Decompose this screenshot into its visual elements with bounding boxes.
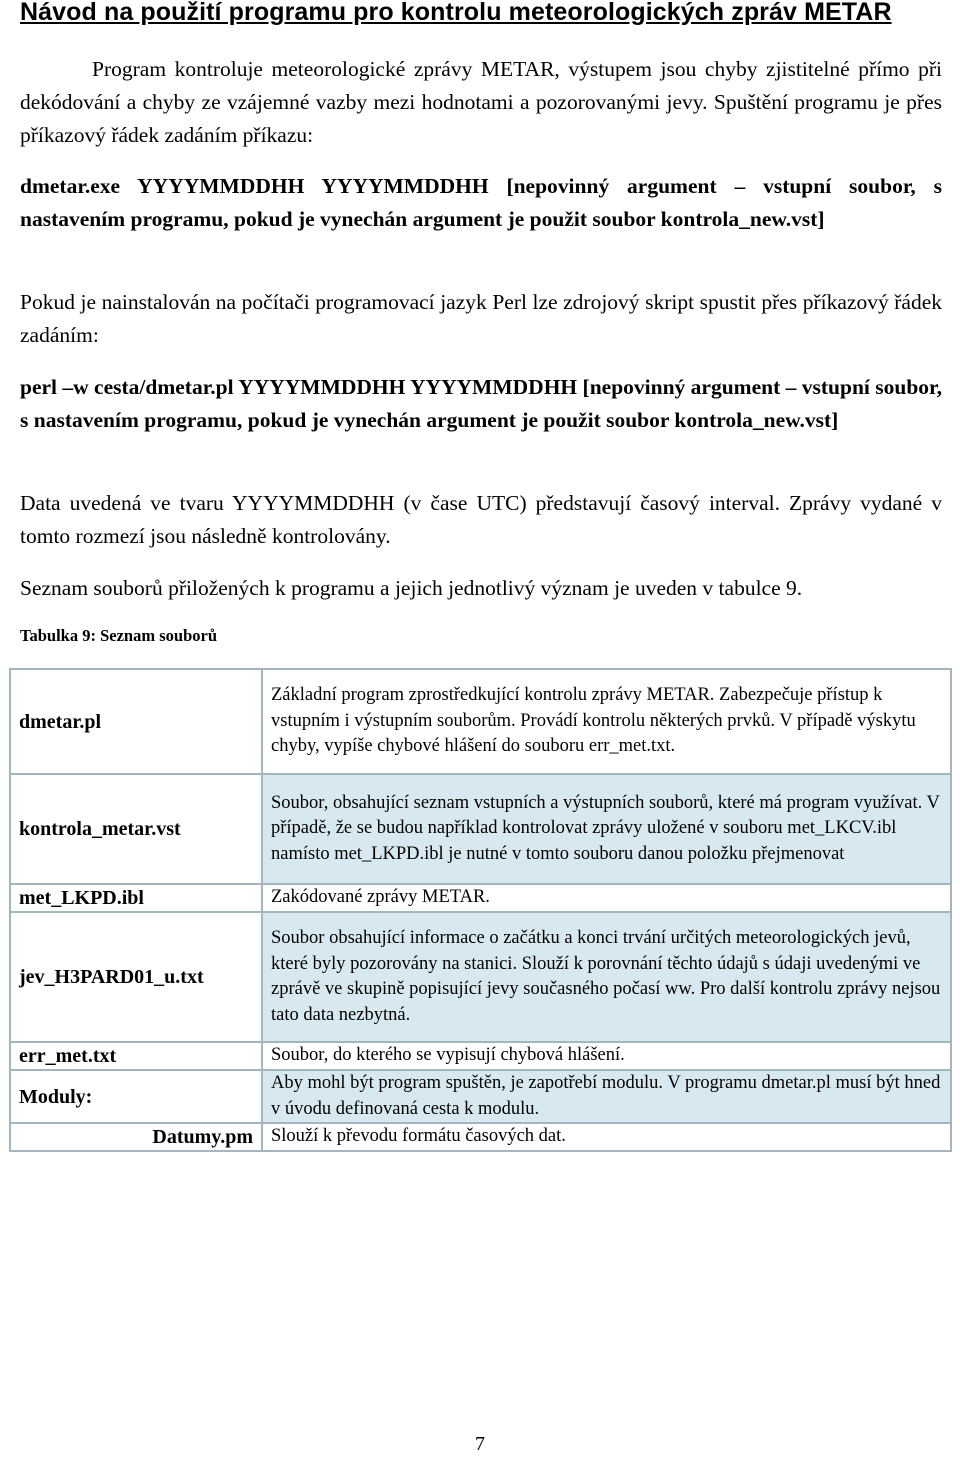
file-description: Soubor, do kterého se vypisují chybová hlášení. bbox=[262, 1042, 951, 1070]
files-table bbox=[9, 668, 952, 1152]
section-label: Moduly: bbox=[10, 1070, 262, 1123]
perl-note: Pokud je nainstalován na počítači programovací jazyk Perl lze zdrojový skript spustit přes příkazový řádek zadáním: bbox=[20, 290, 942, 347]
table-row bbox=[10, 884, 951, 912]
file-name: jev_H3PARD01_u.txt bbox=[10, 912, 262, 1042]
command-exe: dmetar.exe YYYYMMDDHH YYYYMMDDHH [nepovinný argument – vstupní soubor, s nastavením programu, pokud je vynechán argument je použit soubor kontrola_new.vst] bbox=[20, 174, 942, 231]
table-row bbox=[10, 1042, 951, 1070]
file-description: Základní program zprostředkující kontrolu zprávy METAR. Zabezpečuje přístup k vstupním i výstupním souborům. Provádí kontrolu některých prvků. V případě výskytu chyby, vypíše chybové hlášení do souboru err_met.txt. bbox=[262, 669, 951, 774]
page-number: 7 bbox=[475, 1433, 485, 1455]
list-note: Seznam souborů přiložených k programu a jejich jednotlivý význam je uveden v tabulce 9. bbox=[20, 576, 803, 600]
file-name: Datumy.pm bbox=[10, 1123, 262, 1151]
data-note: Data uvedená ve tvaru YYYYMMDDHH (v čase UTC) představují časový interval. Zprávy vydané v tomto rozmezí jsou následně kontrolovány. bbox=[20, 491, 942, 548]
page-title: Návod na použití programu pro kontrolu meteorologických zpráv METAR bbox=[20, 0, 892, 26]
file-description: Zakódované zprávy METAR. bbox=[262, 884, 951, 912]
file-description: Soubor obsahující informace o začátku a konci trvání určitých meteorologických jevů, které byly pozorovány na stanici. Slouží k porovnání těchto údajů s údaji uvedenými ve zprávě ve skupině popisující jevy současného počasí ww. Pro další kontrolu zprávy nejsou tato data nezbytná. bbox=[262, 912, 951, 1042]
table-caption: Tabulka 9: Seznam souborů bbox=[20, 626, 217, 645]
table-row bbox=[10, 774, 951, 884]
table-row bbox=[10, 1123, 951, 1151]
command-perl: perl –w cesta/dmetar.pl YYYYMMDDHH YYYYMMDDHH [nepovinný argument – vstupní soubor, s nastavením programu, pokud je vynechán argument je použit soubor kontrola_new.vst] bbox=[20, 375, 942, 432]
table-row bbox=[10, 669, 951, 774]
file-name: kontrola_metar.vst bbox=[10, 774, 262, 884]
file-name: dmetar.pl bbox=[10, 669, 262, 774]
file-description: Soubor, obsahující seznam vstupních a výstupních souborů, které má program využívat. V případě, že se budou například kontrolovat zprávy uložené v souboru met_LKCV.ibl namísto met_LKPD.ibl je nutné v tomto souboru danou položku přejmenovat bbox=[262, 774, 951, 884]
file-name: err_met.txt bbox=[10, 1042, 262, 1070]
table-row bbox=[10, 912, 951, 1042]
table-row bbox=[10, 1070, 951, 1123]
intro-paragraph: Program kontroluje meteorologické zprávy METAR, výstupem jsou chyby zjistitelné přímo při dekódování a chyby ze vzájemné vazby mezi hodnotami a pozorovanými jevy. Spuštění programu je přes příkazový řádek zadáním příkazu: bbox=[20, 57, 942, 147]
file-description: Aby mohl být program spuštěn, je zapotřebí modulu. V programu dmetar.pl musí být hned v úvodu definovaná cesta k modulu. bbox=[262, 1070, 951, 1123]
file-description: Slouží k převodu formátu časových dat. bbox=[262, 1123, 951, 1151]
file-name: met_LKPD.ibl bbox=[10, 884, 262, 912]
